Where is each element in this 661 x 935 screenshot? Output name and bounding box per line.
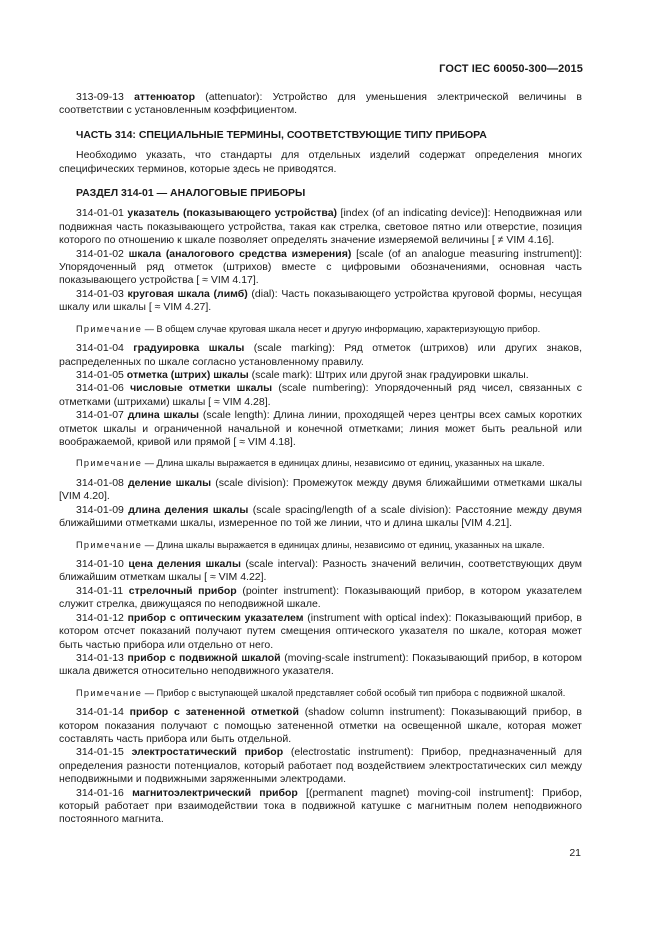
- term-definition: [index (of an indicating device)]: Неподвижная или подвижная часть показывающего устройства, такая как стрелка, световое пятно или отверстие, позиция которого по отношению к шкале позволяет определять значение измеряемой величины [ ≠ VIM 4.16].: [59, 207, 582, 247]
- term-definition: (attenuator): Устройство для уменьшения электрической величины в соответствии с установленным коэффициентом.: [59, 91, 582, 117]
- term-entry: [59, 477, 582, 504]
- term-entry: [59, 787, 582, 827]
- term-name: прибор с затененной отметкой: [129, 706, 299, 719]
- note-text: — В общем случае круговая шкала несет и другую информацию, характеризующую прибор.: [142, 323, 541, 334]
- term-name: магнитоэлектрический прибор: [132, 786, 298, 799]
- term-number: 314-01-02: [76, 247, 129, 260]
- term-name: числовые отметки шкалы: [130, 382, 273, 395]
- term-entry: [59, 585, 582, 612]
- term-number: 314-01-06: [76, 382, 131, 395]
- note-text: — Длина шкалы выражается в единицах длины, независимо от единиц, указанных на шкале.: [142, 539, 545, 550]
- term-definition: (pointer instrument): Показывающий прибор, в котором указателем служит стрелка, движущаяся по неподвижной шкале.: [59, 584, 582, 611]
- term-entry: [59, 746, 582, 786]
- term-definition: (scale numbering): Упорядоченный ряд чисел, связанных с отметками (штрихами) шкалы [ ≈ VIM 4.28].: [59, 382, 583, 408]
- term-definition: (moving-scale instrument): Показывающий прибор, в котором шкала движется относительно неподвижного указателя.: [59, 651, 582, 678]
- term-entry: [59, 342, 582, 369]
- term-name: деление шкалы: [127, 476, 212, 489]
- term-name: цена деления шкалы: [128, 558, 241, 571]
- term-number: 314-01-11: [76, 584, 129, 597]
- term-number: 314-01-05: [76, 369, 127, 381]
- note-label: Примечание: [76, 687, 143, 698]
- term-number: 314-01-10: [76, 558, 129, 571]
- note-label: Примечание: [76, 323, 143, 334]
- note-paragraph: [59, 457, 582, 470]
- term-entry: [59, 504, 582, 531]
- term-entry: [59, 248, 582, 288]
- term-definition: (electrostatic instrument): Прибор, предназначенный для определения разности потенциалов, который работает под воздействием электростатических сил между неподвижными и подвижными заряженными электродами.: [59, 746, 582, 786]
- term-number: 314-01-09: [76, 503, 129, 516]
- term-name: длина шкалы: [127, 409, 199, 422]
- term-name: градуировка шкалы: [133, 342, 245, 355]
- note-text: — Прибор с выступающей шкалой представляет собой особый тип прибора с подвижной шкалой.: [142, 687, 566, 698]
- term-definition: [(permanent magnet) moving-coil instrument]: Прибор, который работает при взаимодействии тока в подвижной катушке с магнитным полем неподвижного постоянного магнита.: [59, 786, 582, 826]
- term-definition: (dial): Часть показывающего устройства круговой формы, несущая шкалу или шкалы [ ≈ VIM 4.27].: [59, 287, 582, 314]
- note-paragraph: [59, 323, 582, 336]
- note-text: — Длина шкалы выражается в единицах длины, независимо от единиц, указанных на шкале.: [142, 458, 545, 469]
- term-number: 314-01-12: [76, 611, 128, 624]
- term-name: стрелочный прибор: [128, 584, 237, 597]
- note-label: Примечание: [76, 458, 143, 469]
- term-definition: (scale mark): Штрих или другой знак градуировки шкалы.: [248, 369, 529, 381]
- page-number: 21: [569, 847, 581, 859]
- term-definition: (instrument with optical index): Показывающий прибор, в котором отсчет показаний получают путем смещения оптического указателя по шкале, которая может быть частью прибора или отдельно от него.: [59, 611, 582, 651]
- document-body: [59, 91, 582, 827]
- term-definition: (scale spacing/length of a scale division): Расстояние между двумя ближайшими отметками шкалы, измеренное по той же линии, что и длина шкалы [VIM 4.21].: [59, 503, 582, 530]
- term-number: 314-01-04: [76, 342, 134, 355]
- term-entry: [59, 369, 582, 382]
- term-number: 314-01-16: [76, 786, 133, 799]
- term-number: 314-01-03: [76, 287, 128, 300]
- document-header: ГОСТ IEC 60050-300—2015: [439, 63, 583, 75]
- term-entry: [59, 612, 582, 652]
- term-entry: [59, 207, 582, 247]
- term-name: длина деления шкалы: [128, 503, 249, 516]
- term-definition: (shadow column instrument): Показывающий прибор, в котором показания получают с помощью затененной отметки на освещенной шкале, которая может составлять часть прибора или быть отдельной.: [59, 706, 582, 746]
- term-number: 314-01-15: [76, 746, 132, 759]
- term-name: указатель (показывающего устройства): [127, 207, 338, 220]
- term-entry: [59, 706, 582, 746]
- section-heading: РАЗДЕЛ 314-01 — АНАЛОГОВЫЕ ПРИБОРЫ: [76, 187, 306, 200]
- term-name: электростатический прибор: [131, 746, 284, 759]
- term-definition: (scale interval): Разность значений величин, соответствующих двум ближайшим отметкам шкалы [ ≈ VIM 4.22].: [59, 558, 583, 584]
- term-entry: [59, 288, 582, 315]
- term-number: 314-01-07: [76, 409, 128, 422]
- term-number: 314-01-13: [76, 651, 128, 664]
- term-definition: [scale (of an analogue measuring instrument)]: Упорядоченный ряд отметок (штрихов) вместе с цифровыми обозначениями, основная часть показывающего устройства [ ≈ VIM 4.17].: [59, 247, 582, 287]
- term-definition: (scale marking): Ряд отметок (штрихов) или других знаков, распределенных по шкале согласно установленному правилу.: [59, 342, 582, 368]
- term-number: 314-01-01: [76, 207, 128, 220]
- term-definition: (scale division): Промежуток между двумя ближайшими отметками шкалы [VIM 4.20].: [59, 476, 582, 503]
- term-entry: [59, 382, 582, 409]
- paragraph: Необходимо указать, что стандарты для отдельных изделий содержат определения многих специфических терминов, которые здесь не приводятся.: [59, 149, 582, 175]
- term-name: шкала (аналогового средства измерения): [128, 247, 352, 260]
- term-name: прибор с подвижной шкалой: [127, 651, 281, 664]
- term-name: круговая шкала (лимб): [127, 287, 248, 300]
- term-name: прибор с оптическим указателем: [127, 611, 304, 624]
- term-definition: (scale length): Длина линии, проходящей через центры всех самых коротких отметок шкалы и ограниченной начальной и конечной отметками; линия может быть реальной или воображаемой, кривой или прямой [ ≈ VIM 4.18].: [59, 409, 583, 449]
- section-heading: ЧАСТЬ 314: СПЕЦИАЛЬНЫЕ ТЕРМИНЫ, СООТВЕТСТВУЮЩИЕ ТИПУ ПРИБОРА: [76, 128, 487, 141]
- term-number: 313-09-13: [76, 91, 135, 103]
- term-name: аттенюатор: [134, 91, 196, 103]
- term-entry: [59, 409, 582, 449]
- term-entry: [59, 558, 582, 585]
- note-paragraph: [59, 687, 582, 700]
- term-number: 314-01-14: [76, 706, 130, 719]
- note-label: Примечание: [76, 539, 143, 550]
- term-number: 314-01-08: [76, 476, 128, 489]
- term-name: отметка (штрих) шкалы: [126, 369, 249, 381]
- note-paragraph: [59, 539, 582, 552]
- term-entry: [59, 652, 582, 679]
- term-entry: [59, 91, 582, 118]
